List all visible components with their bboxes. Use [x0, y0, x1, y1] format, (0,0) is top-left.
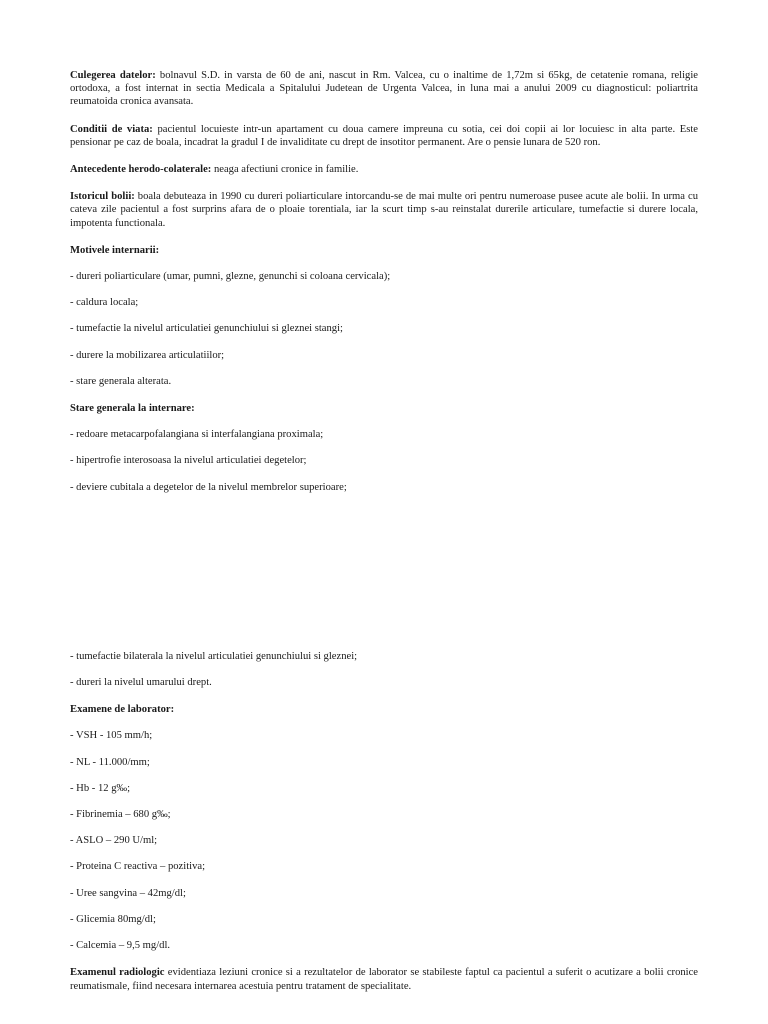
text-culegerea-datelor: bolnavul S.D. in varsta de 60 de ani, nascut in Rm. Valcea, cu o inaltime de 1,72m si 65kg, de cetatenie romana, religie ortodoxa, a fost internat in sectia Medicala a Spitalului Judetean de Urgenta Valcea, in luna mai a anului 2009 cu diagnosticul: poliartrita reumatoida cronica avansata.	[70, 70, 698, 108]
label-conditii-de-viata: Conditii de viata:	[70, 123, 153, 135]
text-istoricul-bolii: boala debuteaza in 1990 cu dureri poliarticulare intorcandu-se de mai multe ori pentru numeroase pusee acute ale bolii. In urma cu cateva zile pacientul a fost surprins afara de o ploaie torentiala, iar la scurt timp s-au reinstalat durerile articulare, tumefactie si durere locala, impotenta functionala.	[70, 191, 698, 229]
lab-result: - NL - 11.000/mm;	[70, 756, 150, 768]
list-item: - redoare metacarpofalangiana si interfalangiana proximala;	[70, 429, 324, 441]
label-antecedente: Antecedente herodo-colaterale:	[70, 164, 212, 176]
list-item: - hipertrofie interosoasa la nivelul articulatiei degetelor;	[70, 455, 307, 467]
list-item: - dureri la nivelul umarului drept.	[70, 677, 212, 689]
list-item: - tumefactie bilaterala la nivelul articulatiei genunchiului si gleznei;	[70, 650, 358, 662]
heading-examene-laborator: Examene de laborator:	[70, 704, 175, 716]
lab-result: - Fibrinemia – 680 g‰;	[70, 809, 171, 821]
list-item: - deviere cubitala a degetelor de la nivelul membrelor superioare;	[70, 481, 347, 493]
lab-result: - Proteina C reactiva – pozitiva;	[70, 861, 206, 873]
text-antecedente: neaga afectiuni cronice in familie.	[211, 164, 359, 176]
paragraph-conditii-de-viata	[70, 123, 698, 149]
text-examenul-radiologic: evidentiaza leziuni cronice si a rezultatelor de laborator se stabileste faptul ca pacientul a suferit o acutizare a bolii cronice reumatismale, fiind necesara internarea acestuia pentru tratament de specialitate.	[70, 967, 699, 992]
lab-result: - Uree sangvina – 42mg/dl;	[70, 887, 186, 899]
lab-result: - Glicemia 80mg/dl;	[70, 913, 156, 925]
heading-stare-generala: Stare generala la internare:	[70, 403, 195, 415]
lab-result: - Hb - 12 g‰;	[70, 782, 131, 794]
paragraph-examenul-radiologic	[70, 966, 698, 992]
label-examenul-radiologic: Examenul radiologic	[70, 967, 165, 979]
lab-result: - ASLO – 290 U/ml;	[70, 835, 158, 847]
label-istoricul-bolii: Istoricul bolii:	[70, 191, 135, 203]
lab-result: - Calcemia – 9,5 mg/dl.	[70, 940, 171, 952]
text-conditii-de-viata: pacientul locuieste intr-un apartament cu doua camere impreuna cu sotia, cei doi copii ai lor locuiesc in alta parte. Este pensionar pe caz de boala, incadrat la gradul I de invaliditate cu drept de insotitor permanent. Are o pensie lunara de 520 ron.	[70, 123, 699, 148]
list-item: - durere la mobilizarea articulatiilor;	[70, 349, 225, 361]
paragraph-culegerea-datelor	[70, 69, 698, 109]
label-culegerea-datelor: Culegerea datelor:	[70, 70, 156, 81]
document-page	[70, 69, 698, 993]
paragraph-istoricul-bolii	[70, 190, 698, 230]
heading-motivele-internarii: Motivele internarii:	[70, 244, 160, 256]
paragraph-antecedente	[70, 163, 698, 176]
list-item: - tumefactie la nivelul articulatiei genunchiului si gleznei stangi;	[70, 323, 343, 335]
lab-result: - VSH - 105 mm/h;	[70, 730, 153, 742]
list-item: - stare generala alterata.	[70, 375, 172, 387]
list-item: - caldura locala;	[70, 297, 139, 309]
list-item: - dureri poliarticulare (umar, pumni, glezne, genunchi si coloana cervicala);	[70, 271, 391, 283]
